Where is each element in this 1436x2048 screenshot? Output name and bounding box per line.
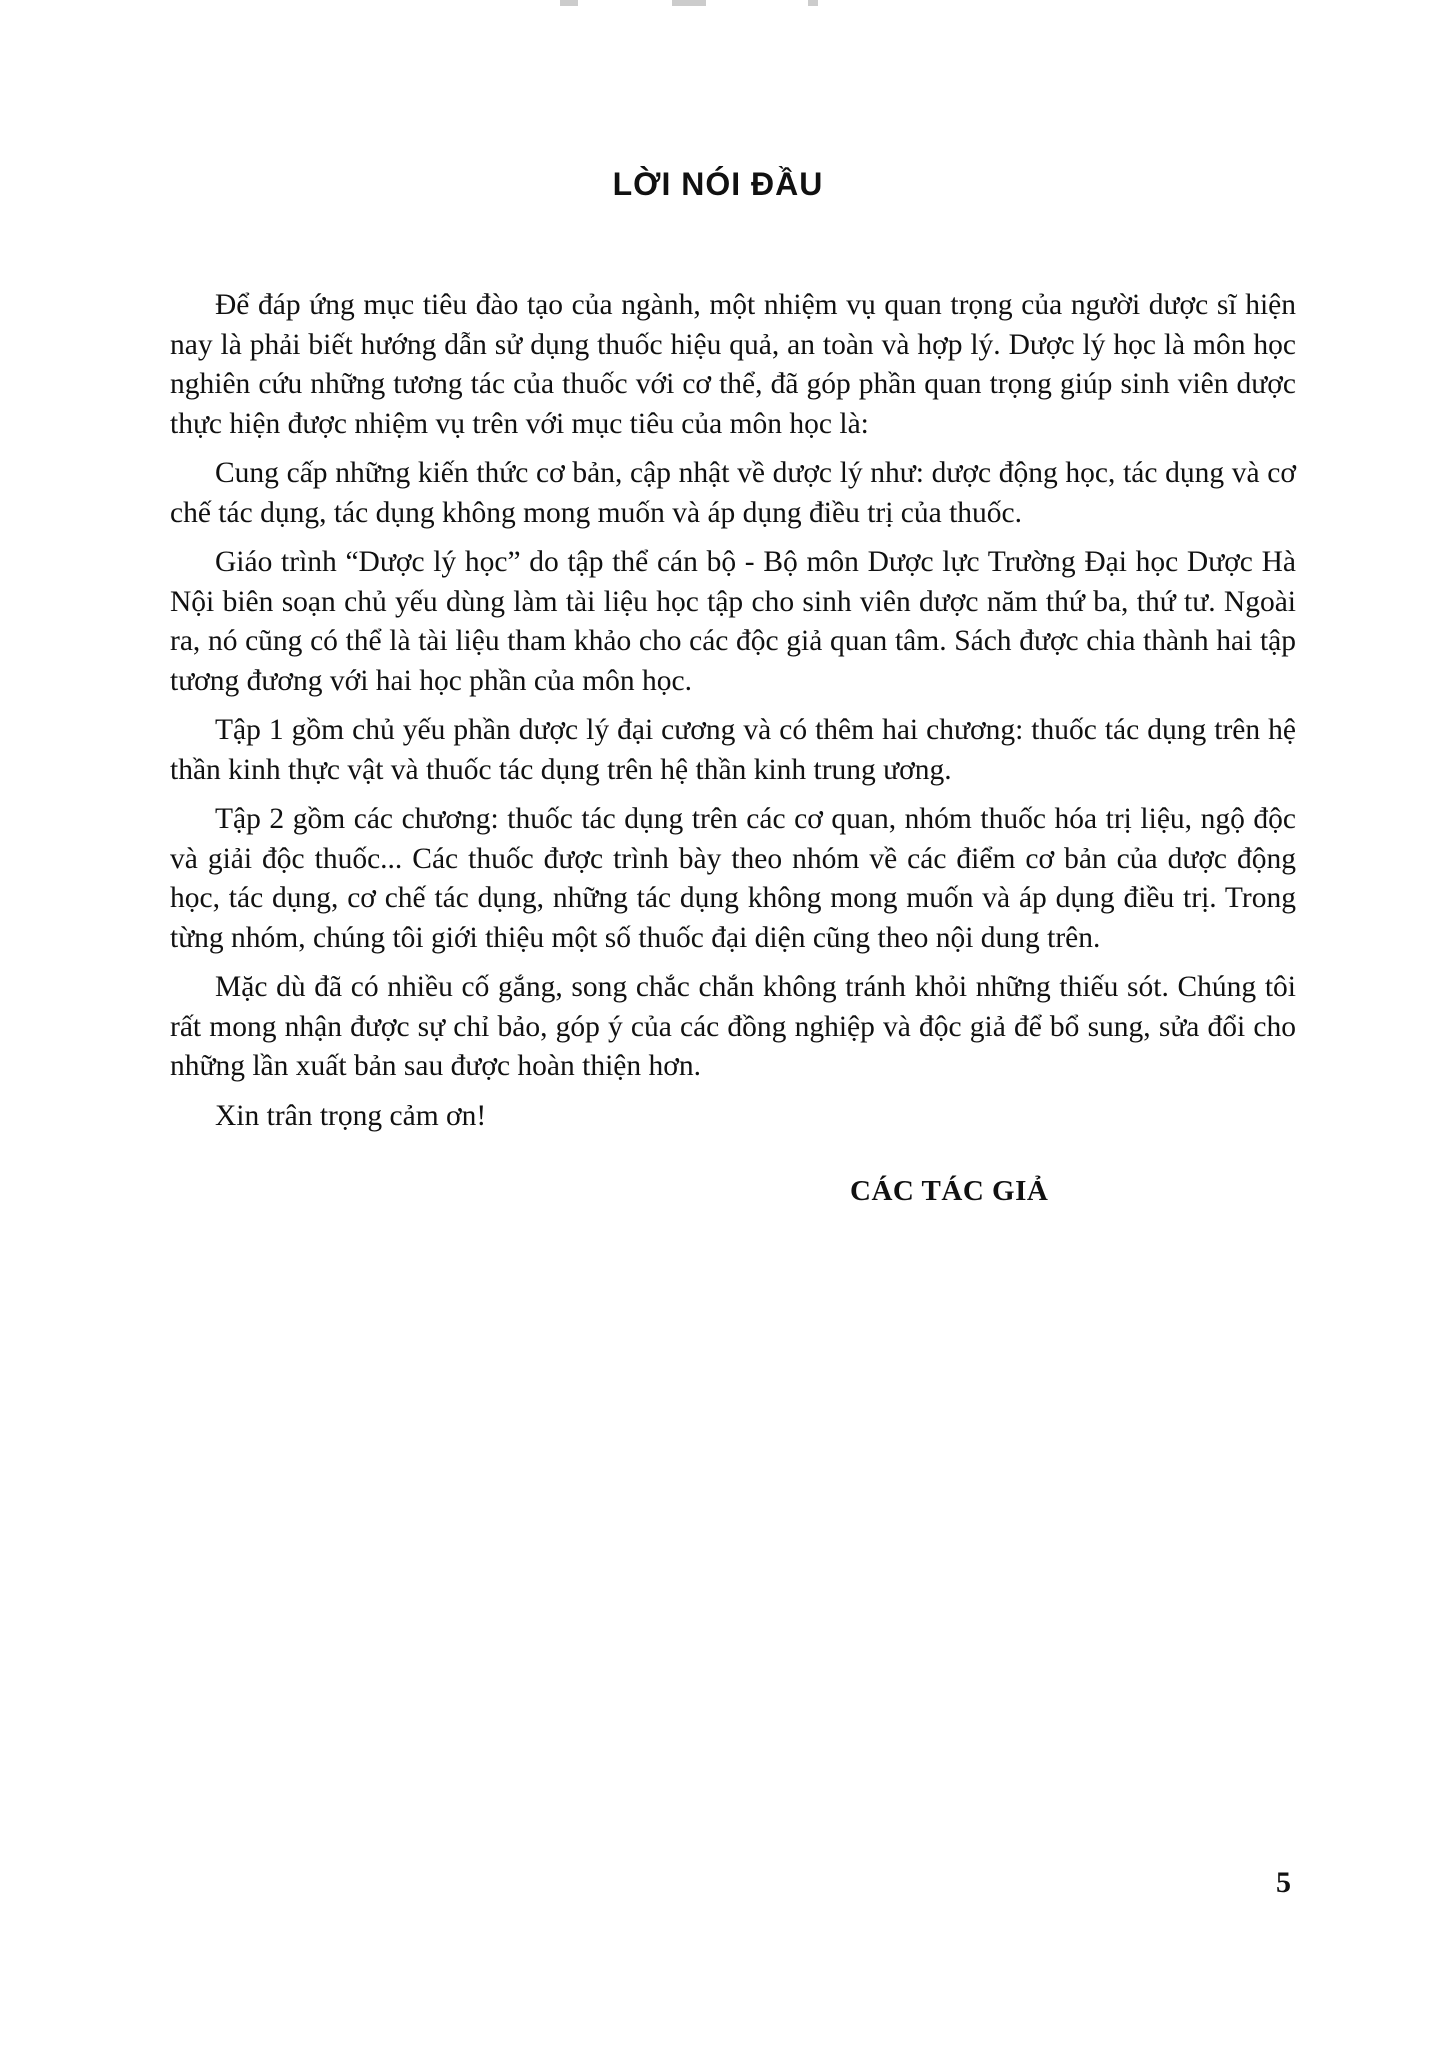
preface-body: [170, 286, 1296, 1146]
paragraph: Giáo trình “Dược lý học” do tập thể cán bộ - Bộ môn Dược lực Trường Đại học Dược Hà Nội biên soạn chủ yếu dùng làm tài liệu học tập cho sinh viên dược năm thứ ba, thứ tư. Ngoài ra, nó cũng có thể là tài liệu tham khảo cho các độc giả quan tâm. Sách được chia thành hai tập tương đương với hai học phần của môn học.: [170, 546, 1296, 697]
scan-artifact: [808, 0, 818, 6]
scan-artifact: [560, 0, 578, 6]
paragraph: Cung cấp những kiến thức cơ bản, cập nhật về dược lý như: dược động học, tác dụng và cơ chế tác dụng, tác dụng không mong muốn và áp dụng điều trị của thuốc.: [170, 457, 1296, 529]
page-title: LỜI NÓI ĐẦU: [612, 166, 824, 202]
author-signature: CÁC TÁC GIẢ: [850, 1175, 1049, 1207]
scan-artifact: [672, 0, 706, 6]
paragraph: Tập 2 gồm các chương: thuốc tác dụng trên các cơ quan, nhóm thuốc hóa trị liệu, ngộ độc và giải độc thuốc... Các thuốc được trình bày theo nhóm về các điểm cơ bản của dược động học, tác dụng, cơ chế tác dụng, những tác dụng không mong muốn và áp dụng điều trị. Trong từng nhóm, chúng tôi giới thiệu một số thuốc đại diện cũng theo nội dung trên.: [170, 803, 1296, 954]
page-number: 5: [1276, 1866, 1291, 1899]
closing-line: Xin trân trọng cảm ơn!: [215, 1099, 487, 1132]
paragraph: Để đáp ứng mục tiêu đào tạo của ngành, một nhiệm vụ quan trọng của người dược sĩ hiện nay là phải biết hướng dẫn sử dụng thuốc hiệu quả, an toàn và hợp lý. Dược lý học là môn học nghiên cứu những tương tác của thuốc với cơ thể, đã góp phần quan trọng giúp sinh viên dược thực hiện được nhiệm vụ trên với mục tiêu của môn học là:: [170, 289, 1296, 440]
paragraph: Mặc dù đã có nhiều cố gắng, song chắc chắn không tránh khỏi những thiếu sót. Chúng tôi rất mong nhận được sự chỉ bảo, góp ý của các đồng nghiệp và độc giả để bổ sung, sửa đổi cho những lần xuất bản sau được hoàn thiện hơn.: [170, 971, 1296, 1082]
paragraph: Tập 1 gồm chủ yếu phần dược lý đại cương và có thêm hai chương: thuốc tác dụng trên hệ thần kinh thực vật và thuốc tác dụng trên hệ thần kinh trung ương.: [170, 714, 1296, 786]
